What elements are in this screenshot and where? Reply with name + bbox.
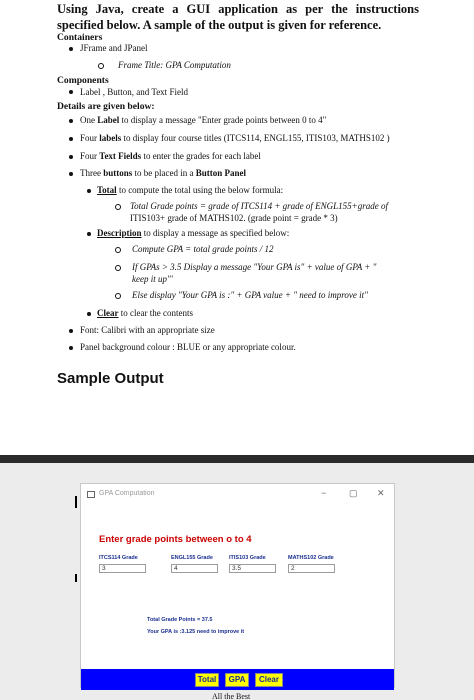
- itcs114-grade-field[interactable]: 3: [99, 564, 146, 573]
- sub-bullet: [115, 204, 121, 210]
- button-panel: [81, 669, 394, 690]
- all-the-best-caption: All the Best: [212, 692, 251, 700]
- sample-output-title: Sample Output: [57, 370, 164, 387]
- instruction-label: Enter grade points between o to 4: [99, 534, 252, 545]
- bullet: [87, 189, 91, 193]
- gpa-else-line: Else display "Your GPA is :" + GPA value + " need to improve it": [132, 290, 368, 300]
- course-label-itcs114: ITCS114 Grade: [99, 555, 138, 561]
- frame-title-line: Frame Title: GPA Computation: [118, 60, 231, 70]
- separator-band: [0, 455, 474, 463]
- details-heading: Details are given below:: [57, 101, 155, 112]
- course-label-itis103: ITIS103 Grade: [229, 555, 266, 561]
- detail-label: One Label to display a message "Enter grade points between 0 to 4": [80, 115, 327, 125]
- bullet: [87, 312, 91, 316]
- containers-item: JFrame and JPanel: [80, 43, 148, 53]
- edge-mark: [75, 496, 77, 508]
- bullet: [69, 329, 73, 333]
- gpa-result-label: Your GPA is :3.125 need to improve it: [147, 629, 245, 635]
- compute-gpa-line: Compute GPA = total grade points / 12: [132, 244, 274, 254]
- panel-colour-line: Panel background colour : BLUE or any appropriate colour.: [80, 342, 296, 352]
- total-button[interactable]: Total: [195, 673, 219, 687]
- bullet: [69, 172, 73, 176]
- clear-button-spec: Clear to clear the contents: [97, 308, 193, 318]
- bullet: [69, 119, 73, 123]
- bullet: [69, 47, 73, 51]
- detail-buttons: Three buttons to be placed in a Button Panel: [80, 168, 246, 178]
- sub-bullet: [115, 247, 121, 253]
- components-heading: Components: [57, 75, 109, 86]
- formula-line-2: ITIS103+ grade of MATHS102. (grade point = grade * 3): [130, 213, 338, 223]
- edge-mark: [75, 574, 77, 582]
- description-button-spec: Description to display a message as specified below:: [97, 228, 290, 238]
- course-label-maths102: MATHS102 Grade: [288, 555, 334, 561]
- detail-text-fields: Four Text Fields to enter the grades for each label: [80, 151, 261, 161]
- sub-bullet: [98, 63, 104, 69]
- question-title: Using Java, create a GUI application as per the instructions specified below. A sample of the output is given for reference.: [57, 2, 419, 32]
- minimize-icon[interactable]: −: [321, 488, 327, 498]
- engl155-grade-field[interactable]: 4: [171, 564, 218, 573]
- bullet: [69, 346, 73, 350]
- gpa-button[interactable]: GPA: [225, 673, 249, 687]
- bullet: [69, 137, 73, 141]
- maximize-icon[interactable]: ▢: [349, 488, 358, 498]
- bullet: [69, 90, 73, 94]
- gpa-window[interactable]: [80, 483, 395, 688]
- detail-course-labels: Four labels to display four course titles (ITCS114, ENGL155, ITIS103, MATHS102 ): [80, 133, 390, 143]
- maths102-grade-field[interactable]: 2: [288, 564, 335, 573]
- main-panel: [81, 506, 394, 687]
- sub-bullet: [115, 293, 121, 299]
- window-title: GPA Computation: [99, 490, 155, 497]
- components-item: Label , Button, and Text Field: [80, 87, 188, 97]
- total-button-spec: Total to compute the total using the below formula:: [97, 185, 284, 195]
- total-grade-points-label: Total Grade Points = 37.5: [147, 617, 213, 623]
- font-spec-line: Font: Calibri with an appropriate size: [80, 325, 215, 335]
- containers-heading: Containers: [57, 32, 103, 43]
- course-label-engl155: ENGL155 Grade: [171, 555, 213, 561]
- bullet: [69, 155, 73, 159]
- window-titlebar[interactable]: [81, 484, 394, 506]
- sub-bullet: [115, 265, 121, 271]
- java-app-icon: [87, 491, 95, 498]
- clear-button[interactable]: Clear: [255, 673, 283, 687]
- gpa-condition-line-2: keep it up"': [132, 274, 173, 284]
- itis103-grade-field[interactable]: 3.5: [229, 564, 276, 573]
- close-icon[interactable]: ✕: [377, 488, 385, 498]
- gpa-condition-line-1: If GPAs > 3.5 Display a message "Your GPA is" + value of GPA + ": [132, 262, 377, 272]
- formula-line-1: Total Grade points = grade of ITCS114 + grade of ENGL155+grade of: [130, 201, 388, 211]
- bullet: [87, 232, 91, 236]
